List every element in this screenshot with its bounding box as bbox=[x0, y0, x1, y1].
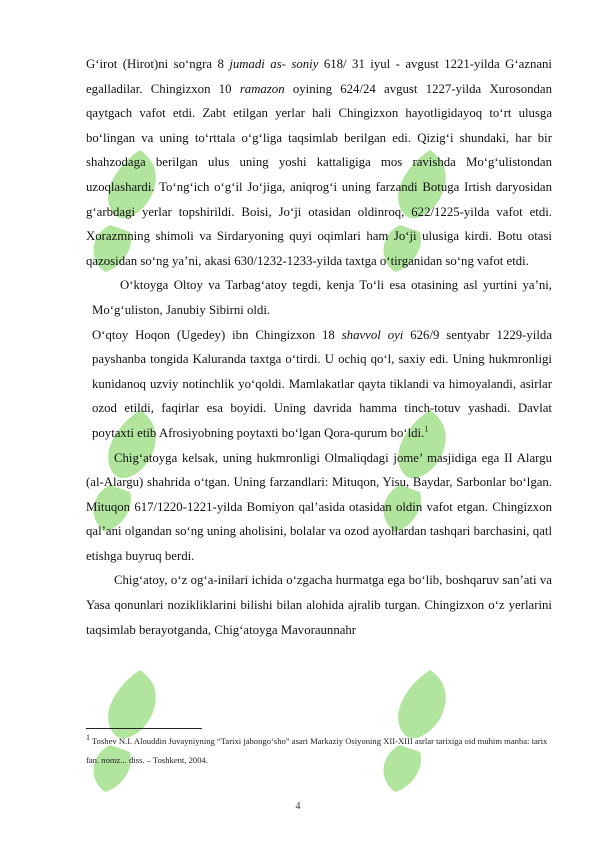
footnote-mark: 1 bbox=[86, 733, 90, 743]
text-run: O‘qtoy Hoqon (Ugedey) ibn Chingizxon 18 bbox=[92, 327, 342, 342]
watermark-logo-icon bbox=[80, 660, 170, 800]
italic-term: jumadi as- soniy bbox=[229, 57, 319, 71]
footnote bbox=[86, 732, 552, 770]
paragraph-1 bbox=[86, 52, 552, 273]
paragraph-4: Chig‘atoyga kelsak, uning hukmronligi Olmaliqdagi jome’ masjidiga ega II Alargu (al-Alargu) shahrida o‘tgan. Uning farzandlari: Mituqon, Yisu, Baydar, Sarbonlar bo‘lgan. Mituqon 617/1220-1221-yilda Bomiyon qal’asida otasidan oldin vafot etgan. Chingizxon qal’ani olgandan so‘ng uning aholisini, bolalar va ozod ayollardan tashqari barchasini, qatl etishga buyruq berdi. bbox=[86, 450, 552, 563]
text-run: 626/9 sentyabr 1229-yilda payshanba tongida Kaluranda taxtga o‘tirdi. U ochiq qo‘l, saxiy edi. Uning hukmronligi kunidanoq uzviy notinchlik yo‘qoldi. Mamlakatlar qayta tiklandi va himoyalandi, asirlar ozod etildi, faqirlar esa boyidi. Uning davrida hamma tinch-totuv yashadi. Davlat poytaxti etib Afrosiyobning poytaxti bo‘lgan Qora-qurum bo‘ldi. bbox=[92, 327, 552, 440]
paragraph-2: O‘ktoyga Oltoy va Tarbag‘atoy tegdi, kenja To‘li esa otasining asl yurtini ya’ni, Mo‘g‘uliston, Janubiy Sibirni oldi. bbox=[92, 278, 552, 317]
italic-term: ramazon bbox=[239, 81, 285, 96]
text-run: oyining 624/24 avgust 1227-yilda Xurosondan qaytgach vafot etdi. Zabt etilgan yerlar hali Chingizxon hayotligidayoq to‘rt ulusga bo‘lingan va uning to‘rttala o‘g‘liga taqsimlab berilgan edi. Qizig‘i shundaki, har bir shahzodaga berilgan ulus uning yoshi kattaligiga mos ravishda Mo‘g‘ulistondan uzoqlashardi. To‘ng‘ich o‘g‘il Jo‘jiga, aniqrog‘i uning farzandi Botuga Irtish daryosidan g‘arbdagi yerlar topshirildi. Boisi, Jo‘ji otasidan oldinroq, 622/1225-yilda vafot etdi. Xorazmning shimoli va Sirdaryoning quyi oqimlari ham Jo‘ji ulusiga kirdi. Botu otasi qazosidan so‘ng ya’ni, akasi 630/1232-1233-yilda taxtga o‘tirganidan so‘ng vafot etdi. bbox=[86, 81, 552, 268]
text-run: 618/ 31 iyul - avgust 1221-yilda G‘aznani egalladilar. Chingizxon 10 bbox=[86, 57, 552, 96]
text-run: G‘irot (Hirot)ni so‘ngra 8 bbox=[86, 57, 230, 71]
footnote-text: Toshev N.I. Alouddin Juvayniyning “Tarixi jahongo‘sho” asari Markaziy Osiyoning XII-XIII asrlar tarixiga oid muhim manba: tarix fan. nomz... diss. – Toshkent, 2004. bbox=[86, 736, 548, 765]
footnote-separator bbox=[86, 728, 202, 729]
page-number: 4 bbox=[295, 801, 301, 812]
footnote-reference[interactable]: 1 bbox=[424, 424, 429, 434]
body-text bbox=[86, 52, 552, 642]
italic-term: shavvol oyi bbox=[341, 327, 404, 342]
paragraph-5: Chig‘atoy, o‘z og‘a-inilari ichida o‘zgacha hurmatga ega bo‘lib, boshqaruv san’ati va Yasa qonunlari nozikliklarini bilishi bilan alohida ajralib turgan. Chingizxon o‘z yerlarini taqsimlab berayotganda, Chig‘atoyga Mavoraunnahr bbox=[86, 573, 552, 637]
paragraph-3 bbox=[86, 323, 552, 446]
watermark-logo-icon bbox=[370, 660, 460, 800]
